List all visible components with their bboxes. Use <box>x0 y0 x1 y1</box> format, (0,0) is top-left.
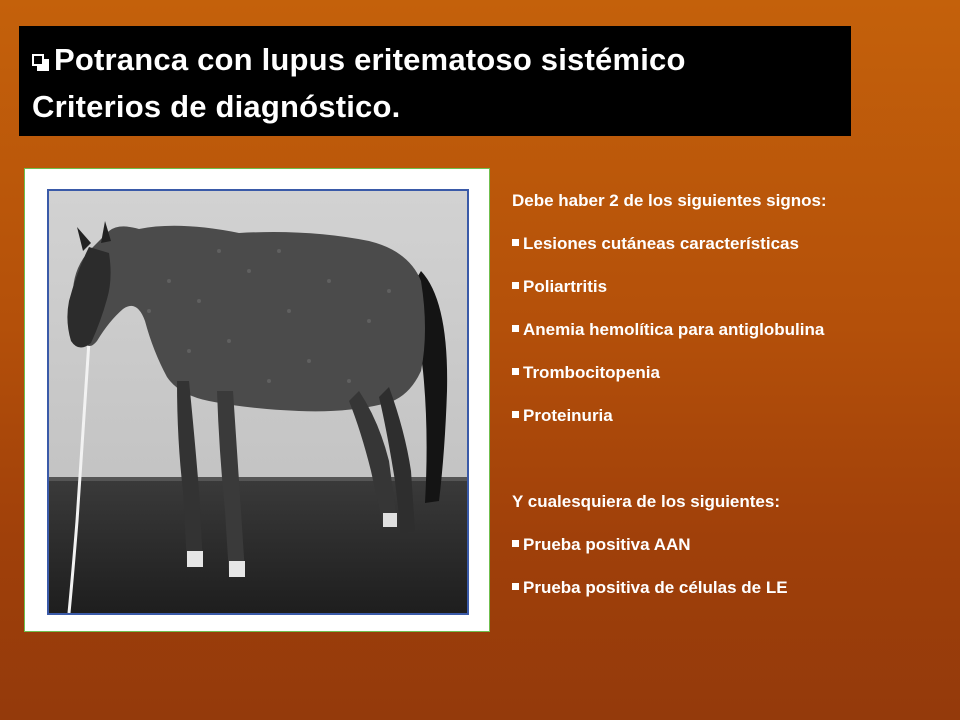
square-bullet-icon <box>512 583 519 590</box>
photo-frame <box>24 168 490 632</box>
criteria-intro: Debe haber 2 de los siguientes signos: <box>512 191 827 210</box>
horse-image <box>49 191 467 613</box>
list-item <box>512 229 957 272</box>
list-item <box>512 315 957 358</box>
list-item <box>512 272 957 315</box>
criteria-list <box>512 186 957 616</box>
square-bullet-icon <box>512 540 519 547</box>
slide-subtitle: Criterios de diagnóstico. <box>32 89 401 124</box>
sign-label: Trombocitopenia <box>523 363 660 382</box>
square-bullet-icon <box>512 368 519 375</box>
test-label: Prueba positiva de células de LE <box>523 578 788 597</box>
slide-title: Potranca con lupus eritematoso sistémico <box>54 42 686 77</box>
sign-label: Poliartritis <box>523 277 608 296</box>
checkbox-bullet-icon <box>32 54 49 71</box>
horse-photo <box>47 189 469 615</box>
list-item <box>512 573 957 616</box>
list-item <box>512 358 957 401</box>
list-item <box>512 530 957 573</box>
square-bullet-icon <box>512 411 519 418</box>
square-bullet-icon <box>512 239 519 246</box>
sign-label: Anemia hemolítica para antiglobulina <box>523 320 825 339</box>
title-box <box>19 26 851 136</box>
sign-label: Lesiones cutáneas características <box>523 234 799 253</box>
tests-intro: Y cualesquiera de los siguientes: <box>512 492 781 511</box>
title-line-1 <box>32 36 851 83</box>
test-label: Prueba positiva AAN <box>523 535 691 554</box>
square-bullet-icon <box>512 325 519 332</box>
square-bullet-icon <box>512 282 519 289</box>
sign-label: Proteinuria <box>523 406 613 425</box>
list-item <box>512 401 957 444</box>
